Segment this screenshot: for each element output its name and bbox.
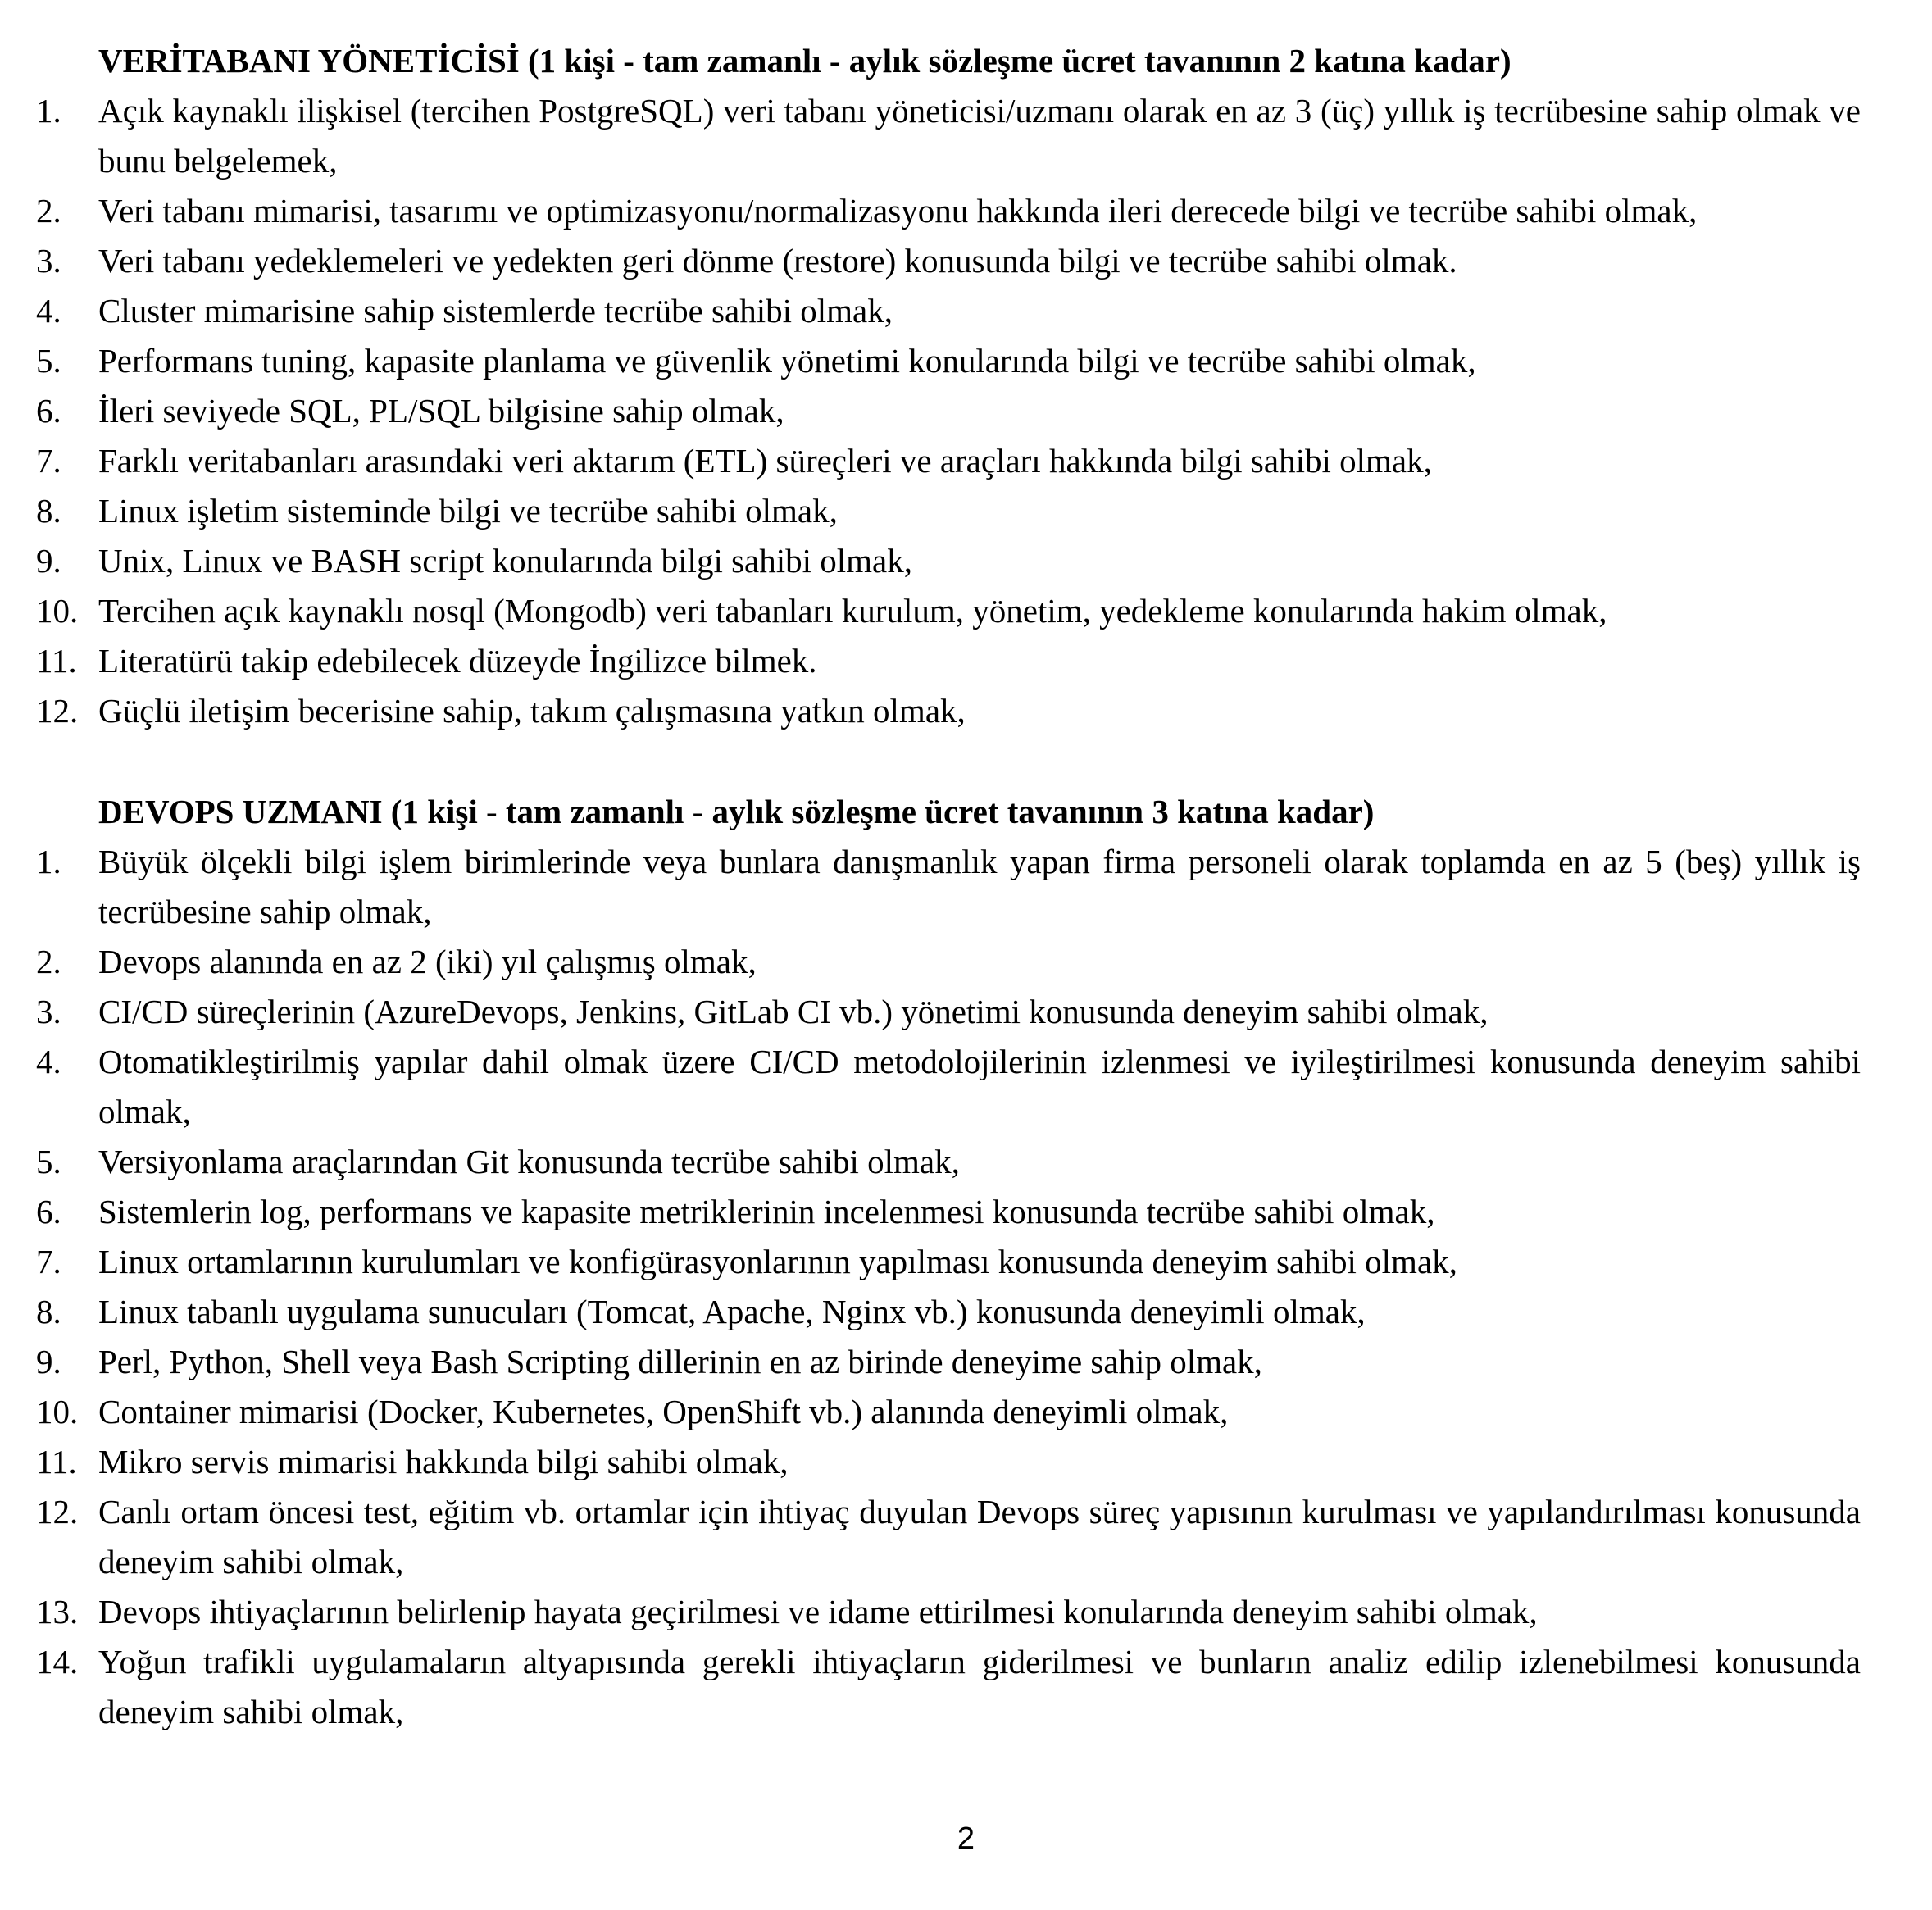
page-number: 2 [957,1821,975,1856]
item-number: 11. [36,1443,77,1480]
section-devops-specialist [36,787,1861,1737]
item-text: Perl, Python, Shell veya Bash Scripting dillerinin en az birinde deneyime sahip olmak, [98,1343,1262,1380]
item-text: Unix, Linux ve BASH script konularında bilgi sahibi olmak, [98,542,913,580]
list-item [36,1287,1861,1337]
list-item [36,86,1861,186]
item-text: Tercihen açık kaynaklı nosql (Mongodb) veri tabanları kurulum, yönetim, yedekleme konularında hakim olmak, [98,592,1607,630]
item-text: Büyük ölçekli bilgi işlem birimlerinde veya bunlara danışmanlık yapan firma personeli olarak toplamda en az 5 (beş) yıllık iş tecrübesine sahip olmak, [98,843,1861,930]
item-number: 6. [36,1193,61,1230]
item-number: 9. [36,1343,61,1380]
item-text: Performans tuning, kapasite planlama ve güvenlik yönetimi konularında bilgi ve tecrübe sahibi olmak, [98,342,1476,380]
document-body [36,36,1861,1737]
section-title: DEVOPS UZMANI (1 kişi - tam zamanlı - aylık sözleşme ücret tavanının 3 katına kadar) [98,793,1375,830]
item-text: Devops alanında en az 2 (iki) yıl çalışmış olmak, [98,943,757,980]
item-text: Farklı veritabanları arasındaki veri aktarım (ETL) süreçleri ve araçları hakkında bilgi sahibi olmak, [98,442,1432,480]
item-text: Veri tabanı yedeklemeleri ve yedekten geri dönme (restore) konusunda bilgi ve tecrübe sahibi olmak. [98,242,1457,280]
item-number: 5. [36,342,61,380]
list-item [36,586,1861,636]
item-number: 10. [36,1393,79,1430]
list-item [36,987,1861,1037]
list-item [36,1037,1861,1137]
item-number: 3. [36,993,61,1030]
item-number: 14. [36,1643,79,1680]
list-item [36,636,1861,686]
item-number: 4. [36,1043,61,1080]
list-item [36,186,1861,236]
item-text: Sistemlerin log, performans ve kapasite metriklerinin incelenmesi konusunda tecrübe sahibi olmak, [98,1193,1435,1230]
item-number: 1. [36,92,61,130]
item-number: 3. [36,242,61,280]
item-number: 2. [36,192,61,230]
requirements-list [36,86,1861,736]
item-text: İleri seviyede SQL, PL/SQL bilgisine sahip olmak, [98,392,784,430]
list-item [36,1187,1861,1237]
list-item [36,1437,1861,1487]
item-number: 12. [36,1493,79,1530]
item-number: 5. [36,1143,61,1180]
list-item [36,937,1861,987]
item-text: Cluster mimarisine sahip sistemlerde tecrübe sahibi olmak, [98,292,893,330]
item-text: CI/CD süreçlerinin (AzureDevops, Jenkins, GitLab CI vb.) yönetimi konusunda deneyim sahibi olmak, [98,993,1489,1030]
item-text: Linux işletim sisteminde bilgi ve tecrübe sahibi olmak, [98,492,838,530]
item-number: 11. [36,642,77,680]
list-item [36,436,1861,486]
requirements-list [36,837,1861,1737]
list-item [36,1587,1861,1637]
item-number: 1. [36,843,61,880]
item-number: 4. [36,292,61,330]
section-title: VERİTABANI YÖNETİCİSİ (1 kişi - tam zamanlı - aylık sözleşme ücret tavanının 2 katına kadar) [98,42,1512,80]
list-item [36,286,1861,336]
item-text: Container mimarisi (Docker, Kubernetes, OpenShift vb.) alanında deneyimli olmak, [98,1393,1229,1430]
list-item [36,1237,1861,1287]
item-number: 2. [36,943,61,980]
list-item [36,536,1861,586]
item-number: 10. [36,592,79,630]
item-text: Otomatikleştirilmiş yapılar dahil olmak üzere CI/CD metodolojilerinin izlenmesi ve iyileştirilmesi konusunda deneyim sahibi olmak, [98,1043,1861,1130]
list-item [36,686,1861,736]
item-number: 8. [36,492,61,530]
list-item [36,837,1861,937]
item-text: Veri tabanı mimarisi, tasarımı ve optimizasyonu/normalizasyonu hakkında ileri derecede bilgi ve tecrübe sahibi olmak, [98,192,1698,230]
list-item [36,1637,1861,1737]
list-item [36,386,1861,436]
item-text: Linux tabanlı uygulama sunucuları (Tomcat, Apache, Nginx vb.) konusunda deneyimli olmak, [98,1293,1366,1330]
list-item [36,1337,1861,1387]
item-number: 9. [36,542,61,580]
item-text: Canlı ortam öncesi test, eğitim vb. ortamlar için ihtiyaç duyulan Devops süreç yapısının kurulması ve yapılandırılması konusunda deneyim sahibi olmak, [98,1493,1861,1580]
list-item [36,1387,1861,1437]
item-text: Yoğun trafikli uygulamaların altyapısında gerekli ihtiyaçların giderilmesi ve bunların analiz edilip izlenebilmesi konusunda deneyim sahibi olmak, [98,1643,1861,1730]
item-text: Açık kaynaklı ilişkisel (tercihen PostgreSQL) veri tabanı yöneticisi/uzmanı olarak en az 3 (üç) yıllık iş tecrübesine sahip olmak ve bunu belgelemek, [98,92,1861,180]
item-text: Literatürü takip edebilecek düzeyde İngilizce bilmek. [98,642,817,680]
item-number: 12. [36,692,79,730]
item-number: 8. [36,1293,61,1330]
item-text: Devops ihtiyaçlarının belirlenip hayata geçirilmesi ve idame ettirilmesi konularında deneyim sahibi olmak, [98,1593,1538,1630]
list-item [36,1137,1861,1187]
section-gap [36,736,1861,787]
section-database-administrator [36,36,1861,736]
list-item [36,236,1861,286]
item-number: 6. [36,392,61,430]
item-number: 7. [36,1243,61,1280]
list-item [36,1487,1861,1587]
list-item [36,486,1861,536]
list-item [36,336,1861,386]
item-number: 7. [36,442,61,480]
item-text: Linux ortamlarının kurulumları ve konfigürasyonlarının yapılması konusunda deneyim sahibi olmak, [98,1243,1457,1280]
item-text: Güçlü iletişim becerisine sahip, takım çalışmasına yatkın olmak, [98,692,966,730]
item-text: Versiyonlama araçlarından Git konusunda tecrübe sahibi olmak, [98,1143,960,1180]
item-text: Mikro servis mimarisi hakkında bilgi sahibi olmak, [98,1443,789,1480]
item-number: 13. [36,1593,79,1630]
